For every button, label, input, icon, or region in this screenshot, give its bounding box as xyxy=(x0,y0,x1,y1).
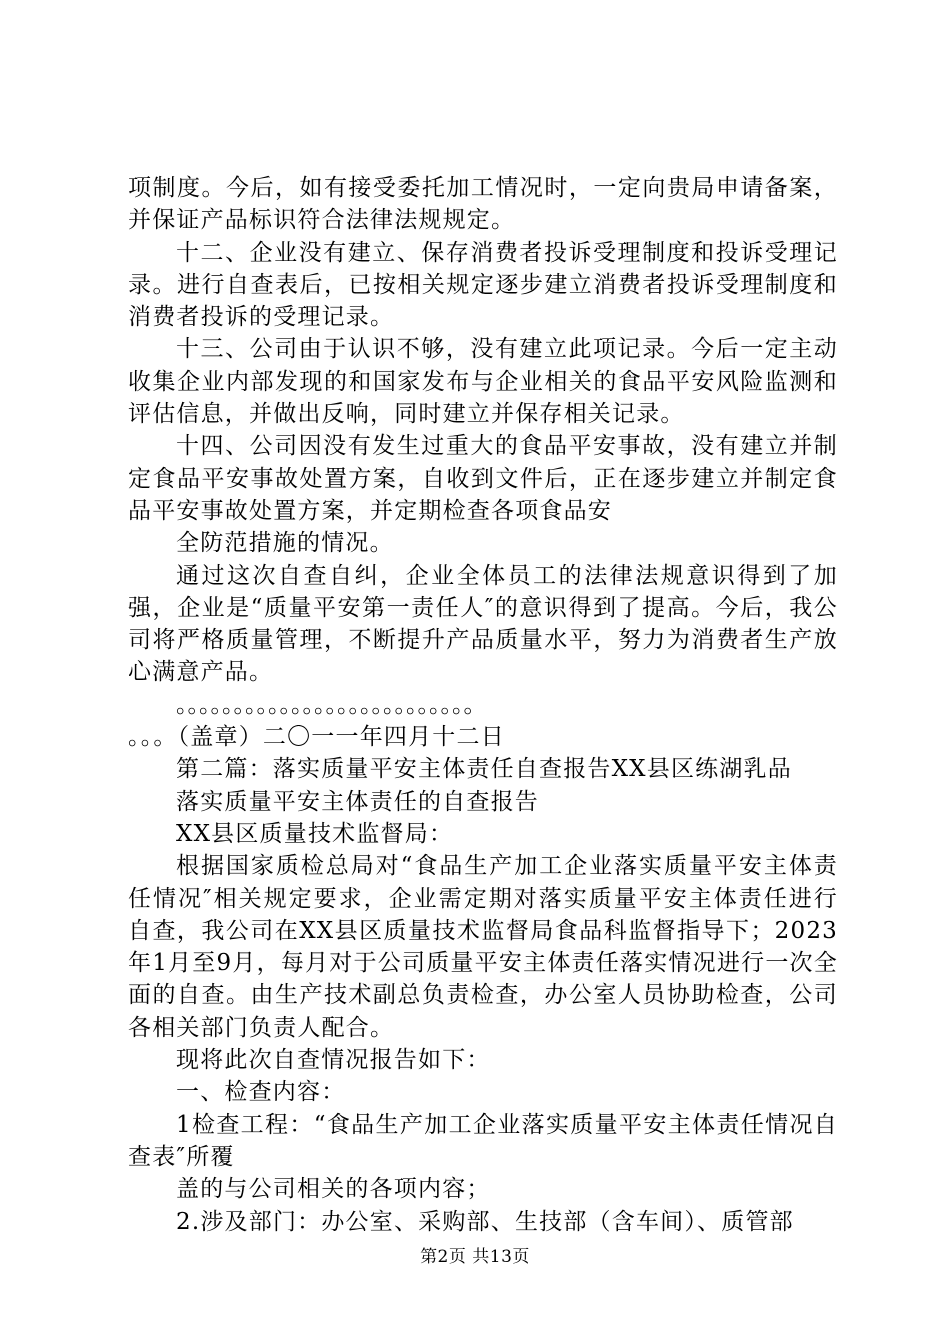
paragraph-4: 十四、公司因没有发生过重大的食品平安事故，没有建立并制定食品平安事故处置方案，自收到文件后，正在逐步建立并制定食品平安事故处置方案，并定期检查各项食品安 xyxy=(128,433,838,524)
paragraph-3: 十三、公司由于认识不够，没有建立此项记录。今后一定主动收集企业内部发现的和国家发布与企业相关的食品平安风险监测和评估信息，并做出反响，同时建立并保存相关记录。 xyxy=(128,336,838,428)
dots-line: 。。。。。。。。。。。。。。。。。。。。。。。。。。 xyxy=(176,691,487,718)
paragraph-body-2: 现将此次自查情况报告如下： xyxy=(176,1047,491,1074)
heading-check-content: 一、检查内容： xyxy=(176,1079,346,1106)
item-1: 1检查工程：“食品生产加工企业落实质量平安主体责任情况自查表″所覆 xyxy=(128,1111,838,1170)
addressee: XX县区质量技术监督局： xyxy=(176,820,454,847)
section-title: 第二篇：落实质量平安主体责任自查报告XX县区练湖乳品 xyxy=(176,756,792,783)
report-title: 落实质量平安主体责任的自查报告 xyxy=(176,788,539,815)
seal-date-line: 。。。（盖章）二〇一一年四月十二日 xyxy=(128,724,505,751)
item-1-continued: 盖的与公司相关的各项内容； xyxy=(176,1176,491,1203)
page-footer: 第2页 共13页 xyxy=(420,1247,530,1267)
paragraph-2: 十二、企业没有建立、保存消费者投诉受理制度和投诉受理记录。进行自查表后，已按相关规定逐步建立消费者投诉受理制度和消费者投诉的受理记录。 xyxy=(128,239,838,331)
paragraph-6: 通过这次自查自纠，企业全体员工的法律法规意识得到了加强，企业是“质量平安第一责任人″的意识得到了提高。今后，我公司将严格质量管理，不断提升产品质量水平，努力为消费者生产放心满意产品。 xyxy=(128,562,838,686)
paragraph-1: 项制度。今后，如有接受委托加工情况时，一定向贵局申请备案，并保证产品标识符合法律法规规定。 xyxy=(128,175,838,234)
paragraph-5: 全防范措施的情况。 xyxy=(176,530,394,557)
document-body xyxy=(128,172,838,1238)
item-2: 2.涉及部门：办公室、采购部、生技部（含车间）、质管部 xyxy=(176,1208,794,1235)
paragraph-body-1: 根据国家质检总局对“食品生产加工企业落实质量平安主体责任情况″相关规定要求，企业需定期对落实质量平安主体责任进行自查，我公司在XX县区质量技术监督局食品科监督指导下；2023年1月至9月，每月对于公司质量平安主体责任落实情况进行一次全面的自查。由生产技术副总负责检查，办公室人员协助检查，公司各相关部门负责人配合。 xyxy=(128,853,838,1041)
